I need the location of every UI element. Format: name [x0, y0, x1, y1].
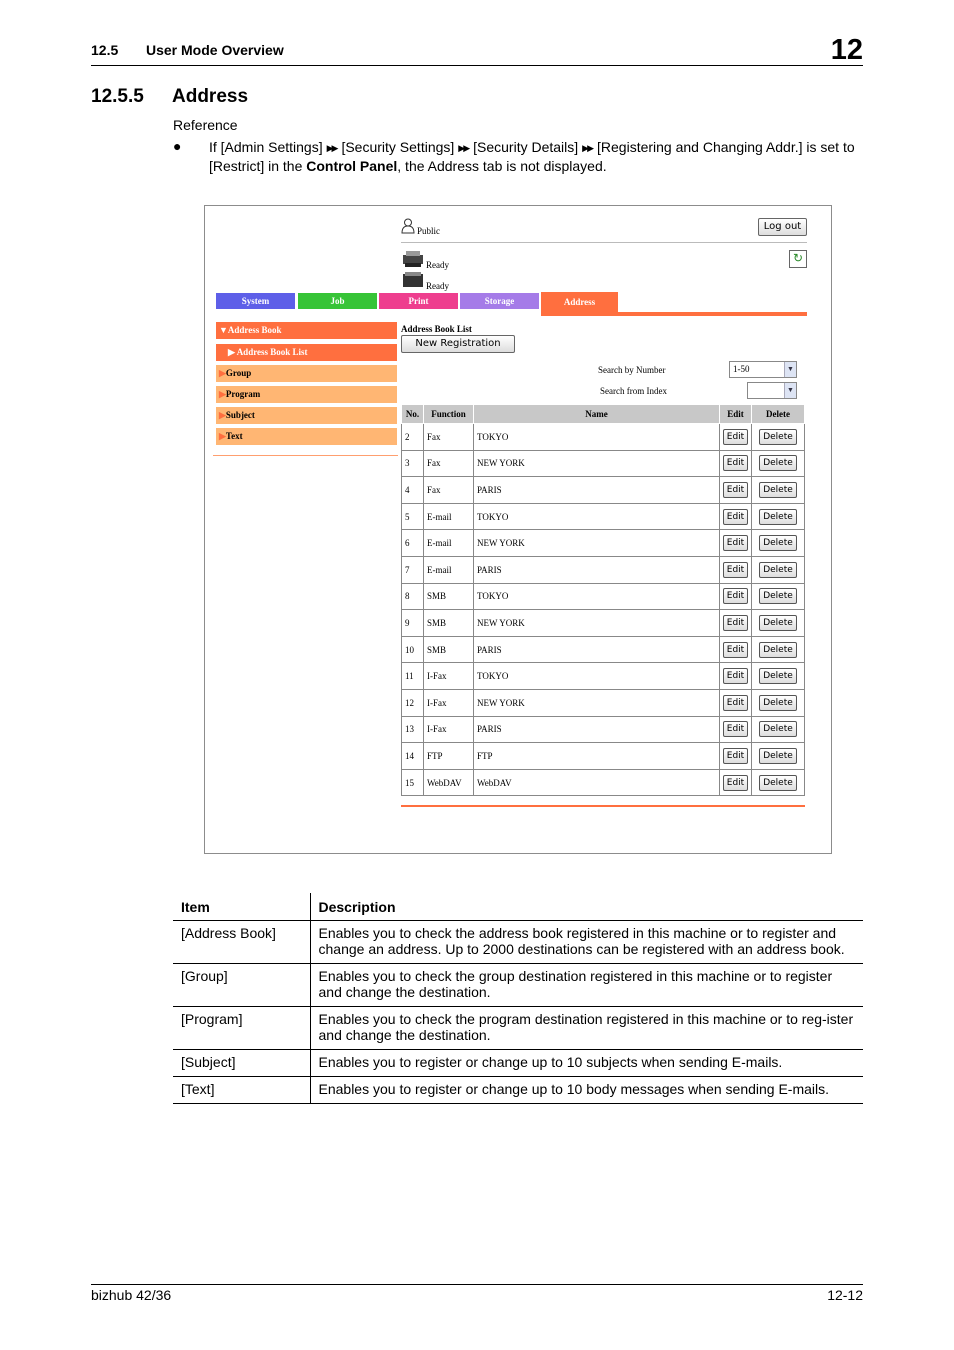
- footer-page-number: 12-12: [827, 1287, 863, 1303]
- double-arrow-icon: ▶▶: [582, 143, 593, 153]
- table-row: [402, 530, 805, 557]
- menu-text-label: Text: [225, 431, 243, 441]
- header-section-title: User Mode Overview: [146, 42, 284, 58]
- delete-cell: [752, 556, 805, 583]
- edit-button[interactable]: Edit: [723, 615, 748, 631]
- menu-program[interactable]: [216, 386, 397, 403]
- table-row: [402, 424, 805, 451]
- edit-button[interactable]: Edit: [723, 668, 748, 684]
- edit-button[interactable]: Edit: [723, 721, 748, 737]
- table-row: [402, 583, 805, 610]
- edit-button[interactable]: Edit: [723, 695, 748, 711]
- col-name: Name: [474, 405, 720, 424]
- header-rule: [91, 65, 863, 66]
- edit-cell: [720, 503, 752, 530]
- menu-group-label: Group: [225, 368, 252, 378]
- row-function: SMB: [424, 636, 474, 663]
- edit-cell: [720, 689, 752, 716]
- row-number: 13: [402, 716, 424, 743]
- col-delete: Delete: [752, 405, 805, 424]
- row-name: NEW YORK: [474, 689, 720, 716]
- row-function: FTP: [424, 743, 474, 770]
- delete-button[interactable]: Delete: [759, 748, 797, 764]
- table-row: [402, 610, 805, 637]
- edit-cell: [720, 556, 752, 583]
- col-edit: Edit: [720, 405, 752, 424]
- menu-subject-label: Subject: [225, 410, 255, 420]
- row-number: 8: [402, 583, 424, 610]
- row-function: SMB: [424, 610, 474, 637]
- table-row: [402, 503, 805, 530]
- scanner-status: Ready: [426, 281, 449, 291]
- edit-button[interactable]: Edit: [723, 482, 748, 498]
- item-cell: [Subject]: [173, 1049, 310, 1076]
- delete-button[interactable]: Delete: [759, 642, 797, 658]
- edit-cell: [720, 477, 752, 504]
- bullet-text-4: [Registering and Changing Addr.] is set to [Restrict] in the: [209, 139, 855, 174]
- menu-divider: [213, 455, 398, 456]
- printer-status: Ready: [426, 260, 449, 270]
- description-cell: Enables you to check the address book registered in this machine or to register and change an address. Up to 2000 destinations can be registered with an address book.: [310, 920, 863, 963]
- row-name: NEW YORK: [474, 450, 720, 477]
- top-divider: [401, 242, 807, 243]
- col-description: Description: [310, 893, 863, 920]
- row-name: PARIS: [474, 636, 720, 663]
- delete-cell: [752, 610, 805, 637]
- delete-button[interactable]: Delete: [759, 455, 797, 471]
- delete-cell: [752, 424, 805, 451]
- table-row: [173, 963, 863, 1006]
- tab-address[interactable]: Address: [541, 292, 618, 312]
- row-number: 5: [402, 503, 424, 530]
- item-cell: [Text]: [173, 1076, 310, 1103]
- table-row: [402, 636, 805, 663]
- description-table-header: [173, 893, 863, 920]
- address-table-header: [402, 405, 805, 424]
- row-function: I-Fax: [424, 689, 474, 716]
- delete-cell: [752, 663, 805, 690]
- tab-storage[interactable]: Storage: [460, 293, 539, 309]
- address-table-body: [402, 424, 805, 796]
- table-row: [173, 1049, 863, 1076]
- item-cell: [Address Book]: [173, 920, 310, 963]
- reference-label: Reference: [173, 117, 238, 133]
- row-number: 2: [402, 424, 424, 451]
- menu-subject[interactable]: [216, 407, 397, 424]
- row-name: TOKYO: [474, 583, 720, 610]
- row-function: Fax: [424, 477, 474, 504]
- tab-job[interactable]: Job: [298, 293, 377, 309]
- edit-cell: [720, 769, 752, 796]
- table-row: [402, 716, 805, 743]
- table-row: [173, 1076, 863, 1103]
- bullet-text-3: [Security Details]: [473, 139, 579, 155]
- row-function: WebDAV: [424, 769, 474, 796]
- address-book-list-title: Address Book List: [401, 324, 472, 334]
- row-name: TOKYO: [474, 503, 720, 530]
- new-registration-button[interactable]: New Registration: [401, 335, 515, 353]
- bullet-bold: Control Panel: [306, 158, 398, 174]
- row-number: 9: [402, 610, 424, 637]
- delete-button[interactable]: Delete: [759, 721, 797, 737]
- scanner-icon: [401, 271, 425, 289]
- description-cell: Enables you to register or change up to 10 subjects when sending E-mails.: [310, 1049, 863, 1076]
- edit-button[interactable]: Edit: [723, 429, 748, 445]
- edit-button[interactable]: Edit: [723, 588, 748, 604]
- delete-cell: [752, 716, 805, 743]
- delete-cell: [752, 769, 805, 796]
- table-row: [173, 920, 863, 963]
- row-function: I-Fax: [424, 716, 474, 743]
- row-function: E-mail: [424, 503, 474, 530]
- row-number: 10: [402, 636, 424, 663]
- delete-cell: [752, 503, 805, 530]
- heading-title: Address: [172, 86, 249, 107]
- row-number: 14: [402, 743, 424, 770]
- delete-button[interactable]: Delete: [759, 429, 797, 445]
- menu-address-book[interactable]: ▼Address Book: [216, 322, 397, 339]
- footer-product: bizhub 42/36: [91, 1287, 172, 1303]
- bullet-dot: ●: [173, 138, 182, 154]
- edit-cell: [720, 450, 752, 477]
- bullet-text-1: If [Admin Settings]: [209, 139, 323, 155]
- description-table: [173, 893, 863, 1104]
- footer-rule: [91, 1284, 863, 1285]
- delete-cell: [752, 583, 805, 610]
- double-arrow-icon: ▶▶: [326, 143, 337, 153]
- edit-button[interactable]: Edit: [723, 748, 748, 764]
- col-no: No.: [402, 405, 424, 424]
- menu-address-book-list[interactable]: ▶ Address Book List: [216, 344, 397, 361]
- triangle-right-icon: ▶: [219, 368, 226, 378]
- logout-button[interactable]: Log out: [758, 218, 807, 236]
- chevron-down-icon: ▼: [784, 383, 796, 398]
- table-row: [402, 450, 805, 477]
- tab-print[interactable]: Print: [379, 293, 458, 309]
- edit-cell: [720, 743, 752, 770]
- delete-button[interactable]: Delete: [759, 615, 797, 631]
- table-row: [402, 743, 805, 770]
- double-arrow-icon: ▶▶: [458, 143, 469, 153]
- triangle-right-icon: ▶: [219, 389, 226, 399]
- triangle-right-icon: ▶: [219, 431, 226, 441]
- row-number: 7: [402, 556, 424, 583]
- delete-button[interactable]: Delete: [759, 482, 797, 498]
- row-name: NEW YORK: [474, 530, 720, 557]
- description-cell: Enables you to check the program destination registered in this machine or to reg-ister and change the destination.: [310, 1006, 863, 1049]
- search-by-number-value: 1-50: [733, 364, 750, 374]
- edit-cell: [720, 610, 752, 637]
- row-number: 4: [402, 477, 424, 504]
- edit-cell: [720, 583, 752, 610]
- row-function: Fax: [424, 450, 474, 477]
- item-cell: [Group]: [173, 963, 310, 1006]
- col-function: Function: [424, 405, 474, 424]
- search-from-index-select[interactable]: [747, 382, 797, 399]
- description-cell: Enables you to check the group destination registered in this machine or to register and change the destination.: [310, 963, 863, 1006]
- delete-button[interactable]: Delete: [759, 588, 797, 604]
- delete-cell: [752, 477, 805, 504]
- row-function: E-mail: [424, 556, 474, 583]
- printer-icon: [401, 250, 425, 268]
- bullet-text-2: [Security Settings]: [341, 139, 455, 155]
- menu-program-label: Program: [225, 389, 261, 399]
- edit-cell: [720, 424, 752, 451]
- menu-address-book-list-label: Address Book List: [236, 347, 308, 357]
- chapter-number: 12: [830, 34, 863, 66]
- delete-cell: [752, 689, 805, 716]
- edit-cell: [720, 530, 752, 557]
- address-table: [401, 404, 805, 796]
- user-icon: [401, 218, 415, 234]
- delete-button[interactable]: Delete: [759, 668, 797, 684]
- edit-button[interactable]: Edit: [723, 509, 748, 525]
- delete-cell: [752, 743, 805, 770]
- delete-cell: [752, 450, 805, 477]
- row-number: 11: [402, 663, 424, 690]
- triangle-right-icon: ▶: [219, 410, 226, 420]
- row-name: NEW YORK: [474, 610, 720, 637]
- row-function: SMB: [424, 583, 474, 610]
- table-row: [402, 769, 805, 796]
- edit-button[interactable]: Edit: [723, 775, 748, 791]
- row-name: WebDAV: [474, 769, 720, 796]
- edit-button[interactable]: Edit: [723, 642, 748, 658]
- table-row: [402, 477, 805, 504]
- edit-button[interactable]: Edit: [723, 562, 748, 578]
- heading-number: 12.5.5: [91, 86, 144, 107]
- menu-group[interactable]: [216, 365, 397, 382]
- search-from-index-label: Search from Index: [600, 386, 667, 396]
- edit-cell: [720, 663, 752, 690]
- delete-cell: [752, 530, 805, 557]
- refresh-icon[interactable]: ↻: [789, 250, 807, 268]
- bullet-text-5: , the Address tab is not displayed.: [397, 158, 607, 174]
- edit-button[interactable]: Edit: [723, 535, 748, 551]
- col-item: Item: [173, 893, 310, 920]
- reference-bullet: [209, 138, 864, 175]
- delete-button[interactable]: Delete: [759, 695, 797, 711]
- row-number: 3: [402, 450, 424, 477]
- search-by-number-label: Search by Number: [598, 365, 666, 375]
- row-function: Fax: [424, 424, 474, 451]
- edit-button[interactable]: Edit: [723, 455, 748, 471]
- item-cell: [Program]: [173, 1006, 310, 1049]
- row-name: PARIS: [474, 477, 720, 504]
- list-bottom-rule: [401, 805, 805, 807]
- edit-cell: [720, 636, 752, 663]
- row-function: E-mail: [424, 530, 474, 557]
- row-number: 12: [402, 689, 424, 716]
- user-name: Public: [417, 226, 441, 236]
- row-name: PARIS: [474, 716, 720, 743]
- row-number: 6: [402, 530, 424, 557]
- table-row: [402, 663, 805, 690]
- row-name: TOKYO: [474, 663, 720, 690]
- row-name: FTP: [474, 743, 720, 770]
- delete-button[interactable]: Delete: [759, 535, 797, 551]
- table-row: [173, 1006, 863, 1049]
- row-name: PARIS: [474, 556, 720, 583]
- edit-cell: [720, 716, 752, 743]
- delete-cell: [752, 636, 805, 663]
- menu-text[interactable]: [216, 428, 397, 445]
- section-heading: [91, 86, 248, 108]
- chevron-down-icon: ▼: [784, 362, 796, 377]
- delete-button[interactable]: Delete: [759, 562, 797, 578]
- web-connection-screenshot: [204, 205, 832, 854]
- menu-address-book-label: Address Book: [227, 325, 282, 335]
- delete-button[interactable]: Delete: [759, 775, 797, 791]
- row-function: I-Fax: [424, 663, 474, 690]
- description-cell: Enables you to register or change up to 10 body messages when sending E-mails.: [310, 1076, 863, 1103]
- search-by-number-select[interactable]: [729, 361, 797, 378]
- table-row: [402, 556, 805, 583]
- header-section-number: 12.5: [91, 42, 119, 58]
- table-row: [402, 689, 805, 716]
- tab-underline: [541, 312, 807, 316]
- row-name: TOKYO: [474, 424, 720, 451]
- delete-button[interactable]: Delete: [759, 509, 797, 525]
- tab-system[interactable]: System: [216, 293, 295, 309]
- row-number: 15: [402, 769, 424, 796]
